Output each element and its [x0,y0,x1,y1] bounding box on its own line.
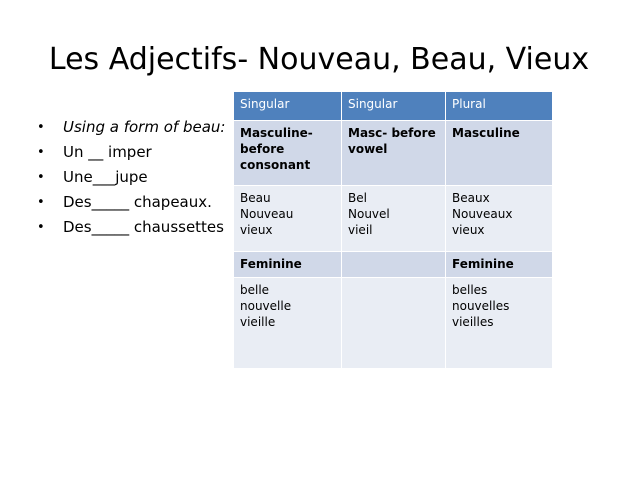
bullet-dot-icon: • [37,120,45,135]
table-cell [342,121,446,186]
table-cell [234,278,342,369]
table-cell [446,121,553,186]
cell-text: Masc- before vowel [348,126,436,156]
table-row-feminine-labels [234,252,553,278]
table-cell [234,252,342,278]
slide-title: Les Adjectifs- Nouveau, Beau, Vieux [48,42,590,77]
table-row-masculine-forms [234,186,553,252]
bullet-item-imper [37,140,237,165]
bullet-text: Using a form of beau: [63,118,226,136]
table-cell [446,278,553,369]
table-header-row [234,92,553,121]
header-singular-1: Singular [234,92,342,121]
cell-text: belle nouvelle vieille [240,283,292,329]
table-cell [446,186,553,252]
bullet-text: Un __ imper [63,143,152,161]
bullet-dot-icon: • [37,195,45,210]
header-singular-2: Singular [342,92,446,121]
bullet-item-chaussettes [37,215,237,240]
table-cell [342,252,446,278]
cell-text: Feminine [240,257,302,271]
cell-text: belles nouvelles vieilles [452,283,510,329]
cell-text: Beau Nouveau vieux [240,191,294,237]
table-cell [234,121,342,186]
table-cell [342,186,446,252]
cell-text: Bel Nouvel vieil [348,191,390,237]
table-cell [342,278,446,369]
bullet-dot-icon: • [37,145,45,160]
bullet-text: Une___jupe [63,168,148,186]
bullet-item-jupe [37,165,237,190]
bullet-item-chapeaux [37,190,237,215]
bullet-list [37,115,237,240]
cell-text: Feminine [452,257,514,271]
table-cell [234,186,342,252]
cell-text: Masculine- before consonant [240,126,313,172]
adjective-table [233,91,553,369]
bullet-dot-icon: • [37,170,45,185]
table-row-feminine-forms [234,278,553,369]
table-cell [446,252,553,278]
header-plural: Plural [446,92,553,121]
cell-text: Masculine [452,126,520,140]
bullet-text: Des_____ chapeaux. [63,193,212,211]
bullet-dot-icon: • [37,220,45,235]
table-row-masculine-labels [234,121,553,186]
bullet-item-prompt [37,115,237,140]
cell-text: Beaux Nouveaux vieux [452,191,513,237]
bullet-text: Des_____ chaussettes [63,218,224,236]
